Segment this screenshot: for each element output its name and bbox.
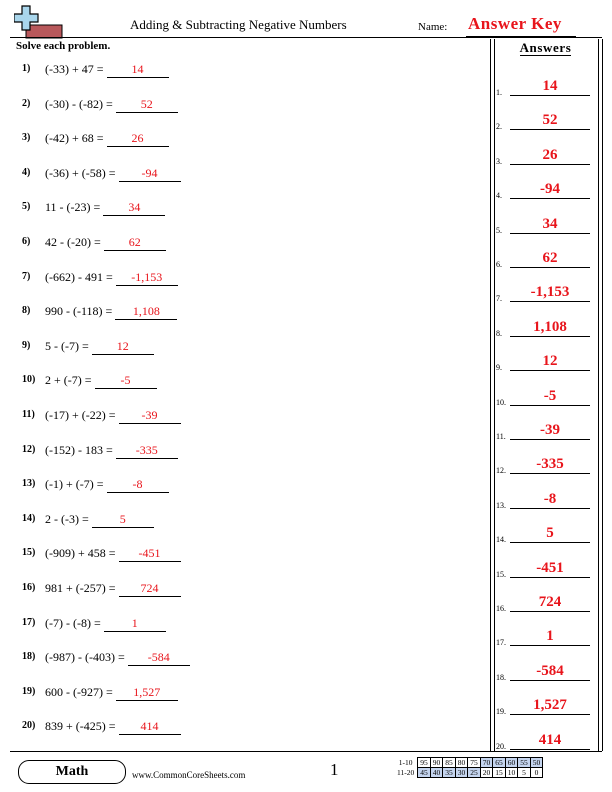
answer-key-value: 5 (546, 525, 554, 542)
problem-answer[interactable]: 34 (103, 200, 165, 216)
score-cell: 45 (418, 768, 431, 778)
problem-expression: 600 - (-927) = (45, 684, 113, 699)
problem-answer[interactable]: -5 (95, 373, 157, 389)
answer-key-line (510, 370, 590, 371)
answer-key-number: 19. (496, 707, 506, 717)
footer-divider (10, 751, 602, 752)
problem-row (22, 512, 154, 530)
problem-expression: (-152) - 183 = (45, 442, 113, 457)
instructions: Solve each problem. (16, 40, 111, 52)
worksheet-title: Adding & Subtracting Negative Numbers (130, 17, 347, 32)
answer-key-row (496, 174, 596, 202)
problem-row (22, 62, 169, 80)
problem-answer[interactable]: 5 (92, 512, 154, 528)
score-cell: 40 (430, 768, 443, 778)
score-cell: 60 (505, 758, 518, 768)
problem-number: 15) (22, 547, 36, 559)
score-cell: 55 (518, 758, 531, 768)
problem-number: 19) (22, 685, 36, 697)
problem-expression: 839 + (-425) = (45, 719, 116, 734)
problem-answer[interactable]: -451 (119, 546, 181, 562)
answer-key-value: 1 (546, 628, 554, 645)
problem-number: 5) (22, 201, 31, 213)
answer-key-row (496, 277, 596, 305)
answer-key-number: 12. (496, 466, 506, 476)
answer-key-line (510, 473, 590, 474)
header-divider (10, 37, 602, 38)
answer-key-line (510, 198, 590, 199)
answer-key-row (496, 243, 596, 271)
answer-key-number: 1. (496, 88, 502, 97)
problem-number: 10) (22, 374, 36, 386)
score-table (395, 757, 543, 778)
problem-answer[interactable]: 62 (104, 235, 166, 251)
answer-key-line (510, 577, 590, 578)
score-cell: 75 (468, 758, 481, 768)
answer-key-number: 8. (496, 328, 502, 338)
answer-key-number: 14. (496, 535, 506, 545)
score-cell: 10 (505, 768, 518, 778)
problem-row (22, 235, 166, 253)
answer-key-value: 12 (542, 353, 558, 370)
problem-row (22, 97, 178, 115)
score-cell: 70 (480, 758, 493, 768)
problem-row (22, 477, 169, 495)
page-number: 1 (330, 760, 339, 779)
problem-number: 1) (22, 63, 31, 74)
answer-key-line (510, 164, 590, 165)
website-link[interactable]: www.CommonCoreSheets.com (132, 770, 246, 780)
problem-answer[interactable]: 1 (104, 616, 166, 632)
answer-key-row (496, 415, 596, 443)
score-cell: 15 (493, 768, 506, 778)
problem-answer[interactable]: -39 (119, 408, 181, 424)
problem-answer[interactable]: 1,527 (116, 685, 178, 701)
problem-row (22, 443, 178, 461)
problem-expression: (-662) - 491 = (45, 269, 113, 284)
problem-row (22, 581, 181, 599)
answer-key-value: -5 (543, 387, 557, 404)
problem-number: 20) (22, 720, 36, 732)
score-row (395, 758, 543, 768)
problem-row (22, 650, 190, 668)
problem-row (22, 131, 169, 149)
problem-row (22, 373, 157, 391)
problem-answer[interactable]: 12 (92, 339, 154, 355)
answer-key-number: 7. (496, 294, 502, 304)
score-cell: 5 (518, 768, 531, 778)
answer-key-value: 1,527 (533, 697, 567, 714)
problem-number: 13) (22, 478, 36, 490)
answer-key-row (496, 312, 596, 340)
answer-key-number: 9. (496, 363, 502, 373)
score-cell: 50 (530, 758, 543, 768)
answer-key-value: 1,108 (533, 318, 567, 335)
answer-key-value: -8 (543, 490, 557, 507)
problem-expression: 981 + (-257) = (45, 581, 116, 595)
answer-key-line (510, 95, 590, 96)
problem-number: 14) (22, 512, 36, 524)
answer-key-value: -335 (536, 456, 564, 473)
score-cell: 85 (443, 758, 456, 768)
problem-answer[interactable]: -335 (116, 443, 178, 459)
problem-answer[interactable]: 52 (116, 97, 178, 113)
problem-expression: (-909) + 458 = (45, 546, 116, 561)
answer-key-label: Answer Key (468, 14, 562, 33)
score-row-label: 1-10 (398, 758, 413, 767)
answer-key-number: 5. (496, 225, 502, 235)
problem-number: 2) (22, 97, 31, 109)
problem-number: 4) (22, 166, 31, 178)
answers-heading: Answers (519, 40, 572, 55)
answer-key-line (510, 267, 590, 268)
problem-expression: (-36) + (-58) = (45, 165, 116, 180)
problem-answer[interactable]: -94 (119, 166, 181, 182)
problem-expression: 5 - (-7) = (45, 338, 89, 353)
answer-key-row (496, 553, 596, 581)
answer-key-number: 16. (496, 604, 506, 613)
answer-key-number: 11. (496, 432, 506, 441)
problem-answer[interactable]: 1,108 (115, 304, 177, 320)
problem-number: 18) (22, 651, 36, 663)
score-cell: 20 (480, 768, 493, 778)
problem-expression: 2 + (-7) = (45, 373, 92, 388)
problem-number: 3) (22, 132, 31, 144)
answer-key-line (510, 439, 590, 440)
answer-key-value: 62 (542, 250, 558, 266)
answer-key-value: -451 (536, 559, 564, 576)
score-row-label: 11-20 (397, 768, 415, 777)
name-label: Name: (418, 21, 448, 33)
answer-key-row (496, 140, 596, 168)
problem-number: 12) (22, 443, 36, 455)
answer-key-number: 17. (496, 638, 506, 648)
answer-key-value: 14 (542, 78, 558, 94)
score-cell: 0 (530, 768, 543, 778)
problem-row (22, 408, 181, 426)
problem-row (22, 685, 178, 703)
answer-key-line (510, 301, 590, 302)
answer-key-row (496, 587, 596, 615)
problem-answer[interactable]: -1,153 (116, 270, 178, 286)
answer-key-number: 20. (496, 741, 506, 751)
answer-key-value: 52 (542, 112, 558, 129)
problem-answer[interactable]: 14 (107, 62, 169, 78)
answer-key-line (510, 542, 590, 543)
answer-key-row (496, 381, 596, 409)
answer-key-row (496, 656, 596, 684)
answer-key-row (496, 484, 596, 512)
problem-number: 6) (22, 236, 31, 247)
answer-key-number: 4. (496, 191, 502, 201)
problem-number: 16) (22, 582, 36, 593)
answer-key-row (496, 449, 596, 477)
answer-key-line (510, 645, 590, 646)
answer-key-line (510, 508, 590, 509)
problem-number: 11) (22, 409, 35, 420)
answer-key-value: -94 (540, 181, 560, 198)
answer-key-line (510, 336, 590, 337)
answer-key-line (510, 749, 590, 750)
score-cell: 30 (455, 768, 468, 778)
problem-expression: (-1) + (-7) = (45, 477, 104, 492)
answer-key-number: 18. (496, 672, 506, 682)
answer-key-number: 2. (496, 122, 502, 132)
problem-row (22, 546, 181, 564)
answer-key-row (496, 690, 596, 718)
score-cell: 65 (493, 758, 506, 768)
answer-key-value: 34 (542, 215, 558, 232)
score-cell: 35 (443, 768, 456, 778)
problem-expression: (-33) + 47 = (45, 62, 104, 76)
score-cell: 25 (468, 768, 481, 778)
answer-key-number: 13. (496, 500, 506, 510)
answer-key-row (496, 518, 596, 546)
problem-expression: (-42) + 68 = (45, 131, 104, 146)
score-cell: 95 (418, 758, 431, 768)
answer-key-row (496, 209, 596, 237)
answer-key-line (510, 233, 590, 234)
problem-number: 17) (22, 616, 36, 628)
answer-key-line (510, 714, 590, 715)
problem-expression: 990 - (-118) = (45, 304, 113, 319)
problem-row (22, 616, 166, 634)
problem-expression: (-30) - (-82) = (45, 96, 113, 111)
problem-expression: (-17) + (-22) = (45, 408, 116, 422)
problem-expression: (-987) - (-403) = (45, 650, 125, 665)
answer-key-line (510, 611, 590, 612)
answer-key-row (496, 105, 596, 133)
answer-key-value: 26 (542, 146, 558, 163)
answer-key-value: -1,153 (530, 284, 570, 301)
problem-number: 7) (22, 270, 31, 282)
answer-key-value: -584 (536, 662, 564, 679)
problem-row (22, 304, 177, 322)
problem-number: 8) (22, 305, 31, 317)
math-logo-icon (14, 4, 64, 40)
problem-row (22, 270, 178, 288)
problem-answer[interactable]: 724 (119, 581, 181, 597)
answer-key-value: 724 (538, 594, 562, 610)
answer-key-value: 414 (538, 731, 562, 748)
problem-expression: 11 - (-23) = (45, 200, 101, 215)
answer-key-number: 3. (496, 156, 502, 166)
problem-expression: 42 - (-20) = (45, 235, 101, 249)
problem-expression: 2 - (-3) = (45, 511, 89, 526)
problem-row (22, 339, 154, 357)
subject-badge: Math (18, 760, 126, 784)
problem-answer[interactable]: -584 (128, 650, 190, 666)
answer-key-number: 15. (496, 569, 506, 579)
problem-number: 9) (22, 339, 31, 351)
answer-key-number: 10. (496, 397, 506, 407)
problem-answer[interactable]: 26 (107, 131, 169, 147)
problem-answer[interactable]: -8 (107, 477, 169, 493)
problem-row (22, 719, 181, 737)
answer-key-line (510, 680, 590, 681)
answer-key-number: 6. (496, 260, 502, 269)
answer-key-line (510, 129, 590, 130)
score-cell: 80 (455, 758, 468, 768)
answer-key-line (510, 405, 590, 406)
answer-key-row (496, 71, 596, 99)
problem-row (22, 200, 165, 218)
score-row (395, 768, 543, 778)
answer-key-row (496, 346, 596, 374)
answer-key-value: -39 (540, 422, 560, 438)
score-cell: 90 (430, 758, 443, 768)
answer-key-row (496, 621, 596, 649)
answer-key-row (496, 725, 596, 753)
problem-row (22, 166, 181, 184)
problem-answer[interactable]: 414 (119, 719, 181, 735)
problem-expression: (-7) - (-8) = (45, 615, 101, 630)
